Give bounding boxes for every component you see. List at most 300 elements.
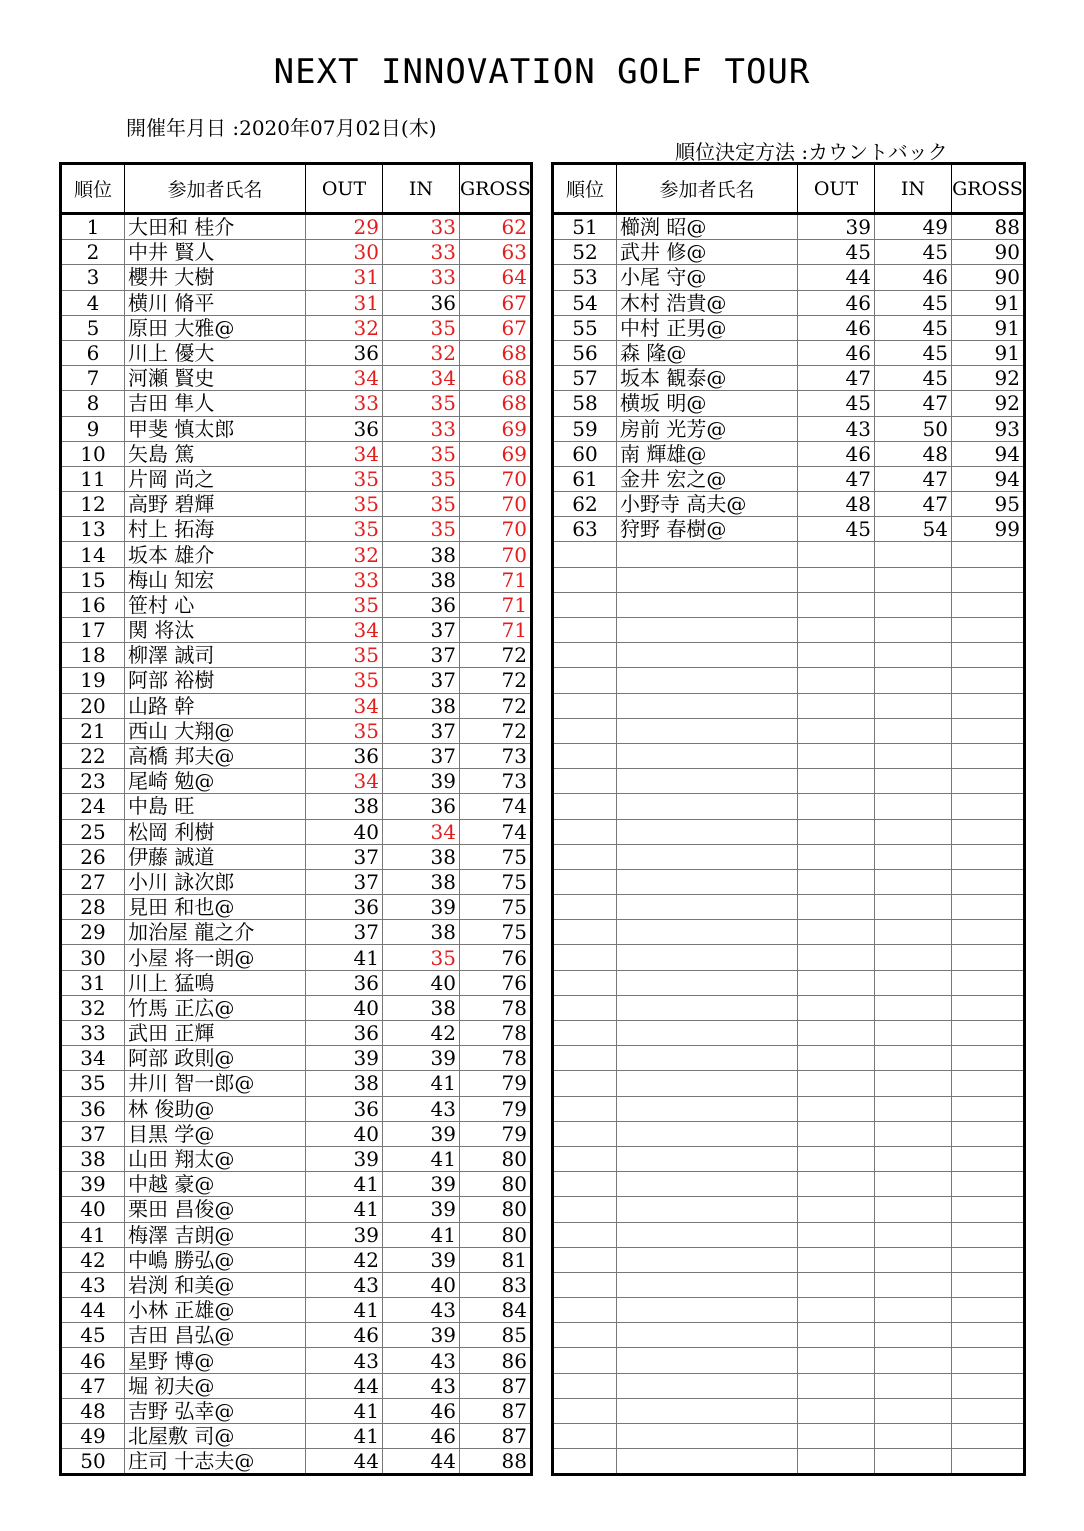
player-name-cell — [617, 869, 798, 894]
table-row — [61, 794, 532, 819]
player-name-cell — [617, 743, 798, 768]
player-name-cell — [617, 693, 798, 718]
gross-score-cell — [952, 1197, 1025, 1222]
out-score-cell — [798, 1323, 875, 1348]
rank-cell — [553, 1222, 617, 1247]
gross-score-cell — [952, 1172, 1025, 1197]
table-row — [553, 1323, 1025, 1348]
header-in: IN — [875, 164, 952, 214]
table-row — [553, 240, 1025, 265]
player-name-cell: 坂本 雄介 — [125, 542, 306, 567]
out-score-cell: 29 — [306, 214, 383, 240]
in-score-cell — [875, 920, 952, 945]
table-row — [553, 492, 1025, 517]
in-score-cell — [875, 1272, 952, 1297]
table-row — [553, 366, 1025, 391]
player-name-cell — [617, 1424, 798, 1449]
out-score-cell: 45 — [798, 517, 875, 542]
table-row — [61, 693, 532, 718]
table-row — [61, 718, 532, 743]
in-score-cell: 35 — [383, 517, 460, 542]
in-score-cell — [875, 1247, 952, 1272]
table-row — [61, 643, 532, 668]
rank-cell: 57 — [553, 366, 617, 391]
out-score-cell: 31 — [306, 290, 383, 315]
table-row — [553, 441, 1025, 466]
rank-cell: 63 — [553, 517, 617, 542]
out-score-cell: 46 — [798, 290, 875, 315]
out-score-cell: 35 — [306, 592, 383, 617]
out-score-cell: 34 — [306, 693, 383, 718]
gross-score-cell: 87 — [460, 1373, 532, 1398]
table-row — [553, 416, 1025, 441]
player-name-cell: 中島 旺 — [125, 794, 306, 819]
rank-cell: 46 — [61, 1348, 125, 1373]
gross-score-cell: 91 — [952, 290, 1025, 315]
rank-cell: 1 — [61, 214, 125, 240]
in-score-cell: 41 — [383, 1222, 460, 1247]
rank-cell — [553, 970, 617, 995]
rank-cell: 22 — [61, 743, 125, 768]
rank-cell — [553, 1449, 617, 1475]
gross-score-cell — [952, 693, 1025, 718]
out-score-cell: 34 — [306, 769, 383, 794]
in-score-cell: 45 — [875, 315, 952, 340]
gross-score-cell — [952, 1071, 1025, 1096]
gross-score-cell: 94 — [952, 466, 1025, 491]
in-score-cell: 37 — [383, 668, 460, 693]
in-score-cell — [875, 1449, 952, 1475]
table-row — [61, 492, 532, 517]
table-row — [553, 265, 1025, 290]
rank-cell — [553, 542, 617, 567]
player-name-cell: 山路 幹 — [125, 693, 306, 718]
rank-cell — [553, 869, 617, 894]
rank-cell — [553, 819, 617, 844]
rank-cell: 20 — [61, 693, 125, 718]
in-score-cell: 39 — [383, 1121, 460, 1146]
table-row — [61, 1172, 532, 1197]
out-score-cell: 40 — [306, 995, 383, 1020]
in-score-cell: 38 — [383, 844, 460, 869]
out-score-cell: 38 — [306, 794, 383, 819]
rank-cell — [553, 995, 617, 1020]
gross-score-cell: 95 — [952, 492, 1025, 517]
table-row — [61, 1398, 532, 1423]
player-name-cell: 中井 賢人 — [125, 240, 306, 265]
rank-cell: 45 — [61, 1323, 125, 1348]
in-score-cell: 46 — [383, 1398, 460, 1423]
in-score-cell: 39 — [383, 1323, 460, 1348]
rank-cell: 62 — [553, 492, 617, 517]
rank-cell — [553, 618, 617, 643]
table-row — [61, 1272, 532, 1297]
in-score-cell: 36 — [383, 794, 460, 819]
gross-score-cell — [952, 1272, 1025, 1297]
table-row — [553, 718, 1025, 743]
player-name-cell: 川上 優大 — [125, 340, 306, 365]
gross-score-cell — [952, 743, 1025, 768]
table-row — [61, 290, 532, 315]
player-name-cell: 笹村 心 — [125, 592, 306, 617]
in-score-cell: 39 — [383, 1172, 460, 1197]
gross-score-cell: 64 — [460, 265, 532, 290]
player-name-cell: 櫛渕 昭@ — [617, 214, 798, 240]
rank-cell: 3 — [61, 265, 125, 290]
rank-cell: 28 — [61, 895, 125, 920]
table-row — [61, 366, 532, 391]
out-score-cell: 48 — [798, 492, 875, 517]
table-row — [553, 466, 1025, 491]
gross-score-cell — [952, 794, 1025, 819]
rank-cell: 47 — [61, 1373, 125, 1398]
table-row — [553, 315, 1025, 340]
gross-score-cell: 75 — [460, 869, 532, 894]
table-row — [553, 819, 1025, 844]
player-name-cell — [617, 1146, 798, 1171]
rank-cell — [553, 1398, 617, 1423]
out-score-cell: 42 — [306, 1247, 383, 1272]
in-score-cell: 32 — [383, 340, 460, 365]
score-table-right — [551, 162, 1026, 1476]
in-score-cell — [875, 1298, 952, 1323]
table-row — [61, 920, 532, 945]
in-score-cell: 40 — [383, 970, 460, 995]
in-score-cell — [875, 668, 952, 693]
out-score-cell — [798, 1222, 875, 1247]
rank-cell — [553, 1021, 617, 1046]
rank-cell — [553, 718, 617, 743]
player-name-cell: 梅澤 吉朗@ — [125, 1222, 306, 1247]
table-row — [553, 668, 1025, 693]
gross-score-cell: 78 — [460, 1046, 532, 1071]
out-score-cell: 41 — [306, 1197, 383, 1222]
out-score-cell: 32 — [306, 315, 383, 340]
gross-score-cell: 70 — [460, 542, 532, 567]
table-row — [61, 592, 532, 617]
player-name-cell: 吉野 弘幸@ — [125, 1398, 306, 1423]
player-name-cell: 金井 宏之@ — [617, 466, 798, 491]
gross-score-cell — [952, 618, 1025, 643]
gross-score-cell: 74 — [460, 794, 532, 819]
player-name-cell — [617, 1272, 798, 1297]
in-score-cell: 35 — [383, 945, 460, 970]
player-name-cell: 庄司 十志夫@ — [125, 1449, 306, 1475]
rank-cell — [553, 1172, 617, 1197]
player-name-cell: 伊藤 誠道 — [125, 844, 306, 869]
gross-score-cell: 74 — [460, 819, 532, 844]
out-score-cell — [798, 844, 875, 869]
out-score-cell: 36 — [306, 743, 383, 768]
table-row — [61, 1146, 532, 1171]
header-rank: 順位 — [61, 164, 125, 214]
in-score-cell: 34 — [383, 819, 460, 844]
gross-score-cell — [952, 542, 1025, 567]
gross-score-cell — [952, 1146, 1025, 1171]
gross-score-cell — [952, 1424, 1025, 1449]
rank-cell — [553, 1298, 617, 1323]
in-score-cell: 45 — [875, 366, 952, 391]
score-table-left — [59, 162, 533, 1476]
table-row — [553, 1247, 1025, 1272]
in-score-cell: 35 — [383, 315, 460, 340]
in-score-cell: 39 — [383, 1197, 460, 1222]
rank-cell — [553, 1424, 617, 1449]
gross-score-cell: 83 — [460, 1272, 532, 1297]
out-score-cell — [798, 1021, 875, 1046]
player-name-cell: 目黒 学@ — [125, 1121, 306, 1146]
rank-cell — [553, 1272, 617, 1297]
header-gross: GROSS — [460, 164, 532, 214]
player-name-cell — [617, 1096, 798, 1121]
table-row — [61, 315, 532, 340]
rank-cell: 50 — [61, 1449, 125, 1475]
in-score-cell: 36 — [383, 592, 460, 617]
in-score-cell — [875, 1348, 952, 1373]
rank-cell: 60 — [553, 441, 617, 466]
in-score-cell: 39 — [383, 769, 460, 794]
gross-score-cell: 90 — [952, 265, 1025, 290]
header-in: IN — [383, 164, 460, 214]
gross-score-cell: 67 — [460, 290, 532, 315]
in-score-cell: 43 — [383, 1096, 460, 1121]
table-row — [553, 567, 1025, 592]
gross-score-cell: 91 — [952, 340, 1025, 365]
rank-cell: 54 — [553, 290, 617, 315]
player-name-cell: 松岡 利樹 — [125, 819, 306, 844]
table-row — [61, 769, 532, 794]
rank-cell — [553, 668, 617, 693]
out-score-cell: 35 — [306, 668, 383, 693]
table-row — [61, 1373, 532, 1398]
rank-cell: 56 — [553, 340, 617, 365]
player-name-cell: 片岡 尚之 — [125, 466, 306, 491]
table-row — [61, 1121, 532, 1146]
out-score-cell: 41 — [306, 1398, 383, 1423]
rank-cell — [553, 920, 617, 945]
table-row — [61, 1222, 532, 1247]
rank-cell — [553, 1121, 617, 1146]
player-name-cell: 甲斐 慎太郎 — [125, 416, 306, 441]
in-score-cell — [875, 567, 952, 592]
table-row — [553, 1071, 1025, 1096]
out-score-cell: 35 — [306, 492, 383, 517]
rank-cell: 7 — [61, 366, 125, 391]
rank-cell: 27 — [61, 869, 125, 894]
player-name-cell: 大田和 桂介 — [125, 214, 306, 240]
gross-score-cell: 68 — [460, 391, 532, 416]
table-row — [553, 1046, 1025, 1071]
gross-score-cell: 87 — [460, 1398, 532, 1423]
rank-cell: 41 — [61, 1222, 125, 1247]
header-name: 参加者氏名 — [617, 164, 798, 214]
gross-score-cell: 71 — [460, 618, 532, 643]
table-row — [553, 1172, 1025, 1197]
in-score-cell — [875, 1121, 952, 1146]
player-name-cell: 森 隆@ — [617, 340, 798, 365]
out-score-cell: 47 — [798, 366, 875, 391]
gross-score-cell — [952, 592, 1025, 617]
rank-cell: 30 — [61, 945, 125, 970]
out-score-cell — [798, 1424, 875, 1449]
gross-score-cell — [952, 643, 1025, 668]
ranking-method: 順位決定方法 :カウントバック — [675, 140, 948, 164]
player-name-cell — [617, 1398, 798, 1423]
player-name-cell — [617, 945, 798, 970]
rank-cell: 49 — [61, 1424, 125, 1449]
gross-score-cell: 94 — [952, 441, 1025, 466]
rank-cell — [553, 1146, 617, 1171]
player-name-cell — [617, 819, 798, 844]
player-name-cell: 川上 猛鳴 — [125, 970, 306, 995]
in-score-cell: 41 — [383, 1071, 460, 1096]
player-name-cell: 小川 詠次郎 — [125, 869, 306, 894]
out-score-cell — [798, 995, 875, 1020]
in-score-cell: 33 — [383, 240, 460, 265]
header-out: OUT — [306, 164, 383, 214]
player-name-cell: 見田 和也@ — [125, 895, 306, 920]
gross-score-cell — [952, 718, 1025, 743]
player-name-cell: 中越 豪@ — [125, 1172, 306, 1197]
table-row — [61, 1424, 532, 1449]
out-score-cell — [798, 693, 875, 718]
table-row — [553, 1021, 1025, 1046]
out-score-cell — [798, 1298, 875, 1323]
in-score-cell: 47 — [875, 492, 952, 517]
player-name-cell — [617, 1071, 798, 1096]
rank-cell — [553, 844, 617, 869]
in-score-cell: 33 — [383, 416, 460, 441]
in-score-cell — [875, 643, 952, 668]
in-score-cell — [875, 592, 952, 617]
in-score-cell — [875, 618, 952, 643]
gross-score-cell: 75 — [460, 895, 532, 920]
player-name-cell — [617, 920, 798, 945]
rank-cell — [553, 1323, 617, 1348]
player-name-cell: 北屋敷 司@ — [125, 1424, 306, 1449]
out-score-cell — [798, 895, 875, 920]
player-name-cell: 坂本 観泰@ — [617, 366, 798, 391]
in-score-cell: 33 — [383, 214, 460, 240]
rank-cell: 33 — [61, 1021, 125, 1046]
out-score-cell — [798, 1272, 875, 1297]
table-row — [61, 819, 532, 844]
in-score-cell — [875, 718, 952, 743]
in-score-cell: 45 — [875, 240, 952, 265]
player-name-cell: 木村 浩貴@ — [617, 290, 798, 315]
out-score-cell: 39 — [306, 1222, 383, 1247]
in-score-cell: 45 — [875, 290, 952, 315]
player-name-cell: 加治屋 龍之介 — [125, 920, 306, 945]
gross-score-cell — [952, 1348, 1025, 1373]
player-name-cell — [617, 668, 798, 693]
in-score-cell — [875, 1146, 952, 1171]
gross-score-cell: 76 — [460, 970, 532, 995]
player-name-cell: 南 輝雄@ — [617, 441, 798, 466]
gross-score-cell: 69 — [460, 441, 532, 466]
in-score-cell — [875, 1222, 952, 1247]
rank-cell — [553, 1373, 617, 1398]
table-row — [553, 1121, 1025, 1146]
in-score-cell: 35 — [383, 441, 460, 466]
out-score-cell — [798, 1197, 875, 1222]
out-score-cell — [798, 592, 875, 617]
player-name-cell: 河瀬 賢史 — [125, 366, 306, 391]
player-name-cell: 中村 正男@ — [617, 315, 798, 340]
in-score-cell: 46 — [875, 265, 952, 290]
table-row — [553, 693, 1025, 718]
gross-score-cell — [952, 668, 1025, 693]
player-name-cell: 林 俊助@ — [125, 1096, 306, 1121]
out-score-cell: 36 — [306, 895, 383, 920]
gross-score-cell: 67 — [460, 315, 532, 340]
gross-score-cell — [952, 769, 1025, 794]
gross-score-cell — [952, 1398, 1025, 1423]
rank-cell: 38 — [61, 1146, 125, 1171]
gross-score-cell: 88 — [460, 1449, 532, 1475]
rank-cell: 12 — [61, 492, 125, 517]
table-row — [553, 844, 1025, 869]
table-row — [553, 391, 1025, 416]
table-row — [553, 1348, 1025, 1373]
gross-score-cell — [952, 945, 1025, 970]
gross-score-cell: 78 — [460, 1021, 532, 1046]
rank-cell — [553, 895, 617, 920]
gross-score-cell: 86 — [460, 1348, 532, 1373]
out-score-cell: 43 — [306, 1348, 383, 1373]
player-name-cell: 中嶋 勝弘@ — [125, 1247, 306, 1272]
gross-score-cell: 75 — [460, 844, 532, 869]
player-name-cell — [617, 1449, 798, 1475]
gross-score-cell: 87 — [460, 1424, 532, 1449]
rank-cell: 5 — [61, 315, 125, 340]
table-row — [553, 895, 1025, 920]
out-score-cell — [798, 1121, 875, 1146]
out-score-cell: 35 — [306, 517, 383, 542]
gross-score-cell: 72 — [460, 668, 532, 693]
player-name-cell: 星野 博@ — [125, 1348, 306, 1373]
rank-cell: 48 — [61, 1398, 125, 1423]
out-score-cell: 36 — [306, 340, 383, 365]
in-score-cell: 42 — [383, 1021, 460, 1046]
rank-cell: 15 — [61, 567, 125, 592]
player-name-cell: 岩渕 和美@ — [125, 1272, 306, 1297]
gross-score-cell — [952, 920, 1025, 945]
rank-cell: 13 — [61, 517, 125, 542]
in-score-cell: 38 — [383, 869, 460, 894]
out-score-cell: 36 — [306, 1096, 383, 1121]
gross-score-cell: 75 — [460, 920, 532, 945]
in-score-cell: 38 — [383, 567, 460, 592]
in-score-cell: 43 — [383, 1373, 460, 1398]
player-name-cell: 横川 脩平 — [125, 290, 306, 315]
page-title: NEXT INNOVATION GOLF TOUR — [273, 52, 811, 92]
player-name-cell: 横坂 明@ — [617, 391, 798, 416]
table-row — [61, 945, 532, 970]
in-score-cell — [875, 995, 952, 1020]
out-score-cell: 40 — [306, 819, 383, 844]
in-score-cell: 35 — [383, 492, 460, 517]
gross-score-cell — [952, 567, 1025, 592]
out-score-cell: 36 — [306, 416, 383, 441]
table-row — [553, 214, 1025, 240]
rank-cell: 6 — [61, 340, 125, 365]
gross-score-cell — [952, 844, 1025, 869]
gross-score-cell: 80 — [460, 1222, 532, 1247]
table-row — [553, 995, 1025, 1020]
gross-score-cell — [952, 995, 1025, 1020]
rank-cell: 59 — [553, 416, 617, 441]
